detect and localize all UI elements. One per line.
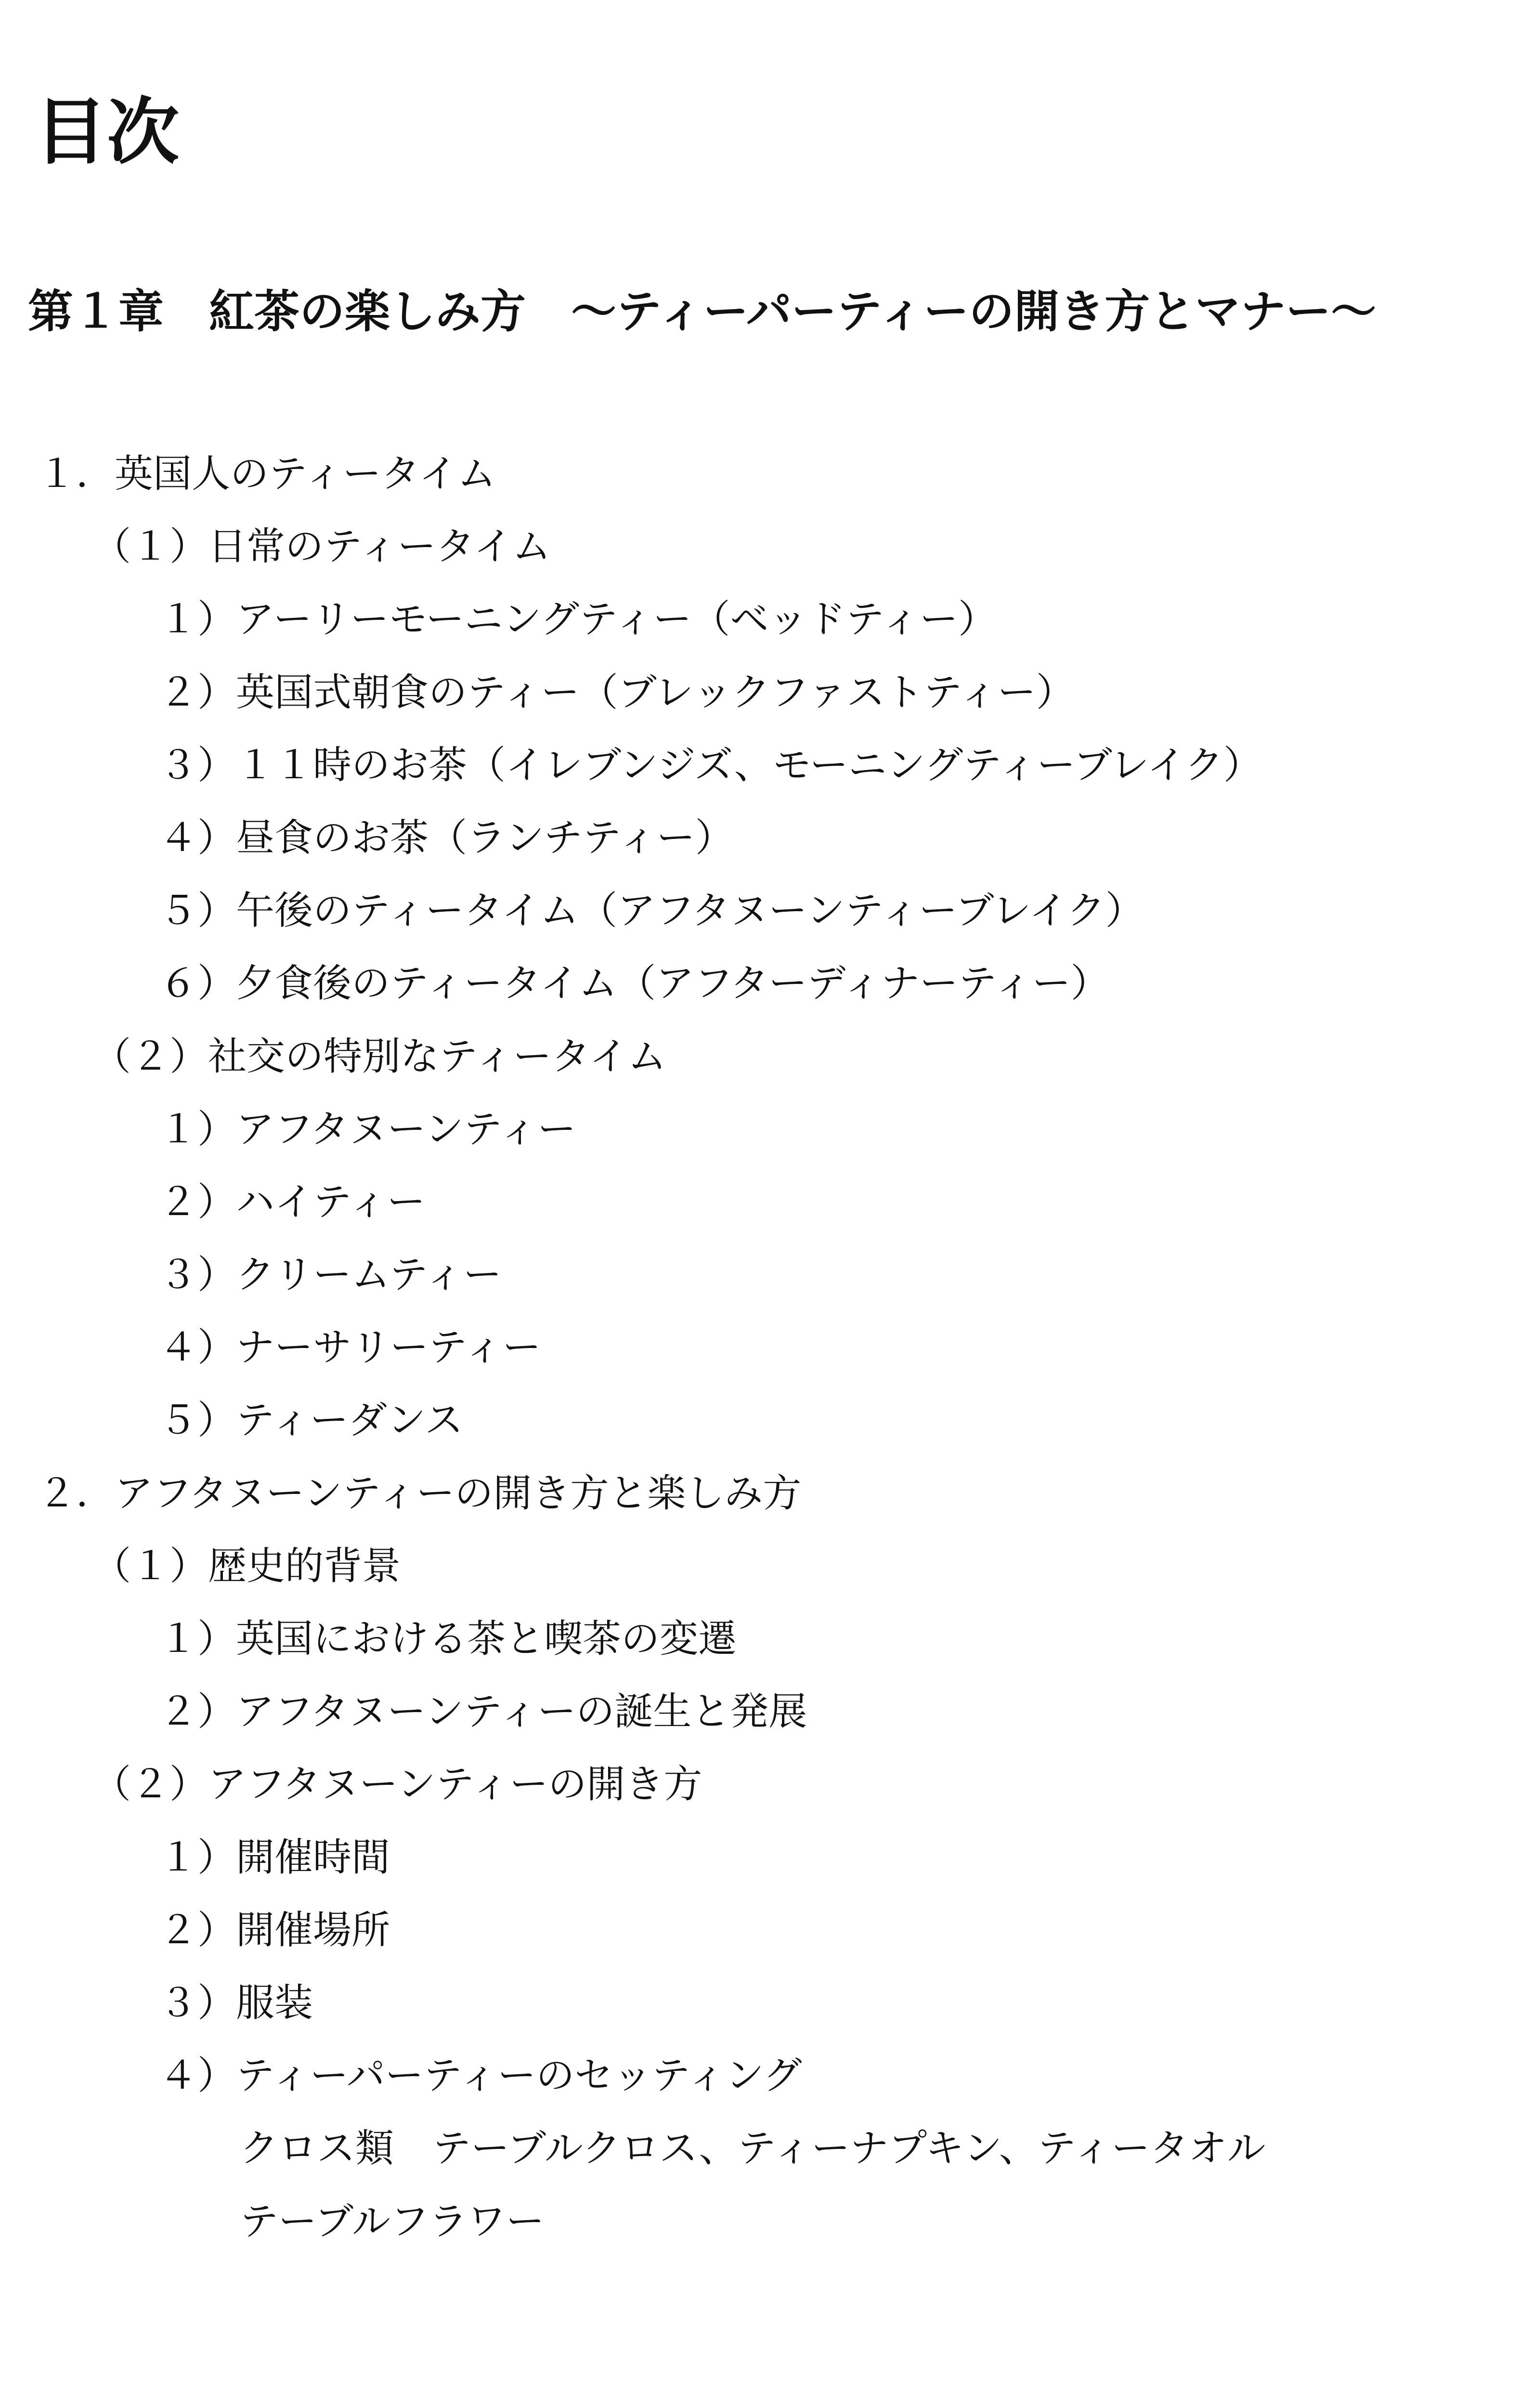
toc-entry: ２）アフタヌーンティーの誕生と発展 [159,1689,807,1734]
toc-entry: １．英国人のティータイム [38,451,496,496]
toc-entry: ２）英国式朝食のティー（ブレックファストティー） [159,669,1075,715]
toc-entry: ５）ティーダンス [159,1398,463,1443]
toc-entry: ６）夕食後のティータイム（アフターディナーティー） [159,961,1109,1006]
toc-entry: １）開催時間 [159,1834,390,1880]
toc-entry: ３）クリームティー [159,1252,502,1297]
chapter-title: 第１章 紅茶の楽しみ方 ～ティーパーティーの開き方とマナー～ [28,286,1377,338]
toc-entry: ３）１１時のお茶（イレブンジズ、モーニングティーブレイク） [159,742,1262,787]
toc-entry: ３）服装 [159,1980,313,2025]
toc-entry: ２）開催場所 [159,1907,390,1952]
toc-entry: ４）ティーパーティーのセッティング [159,2053,802,2098]
toc-entry: ２．アフタヌーンティーの開き方と楽しみ方 [38,1470,802,1516]
toc-entry: （１）歴史的背景 [92,1543,401,1588]
toc-entry: ４）ナーサリーティー [159,1325,541,1370]
toc-entry: ４）昼食のお茶（ランチティー） [159,815,734,860]
toc-entry: クロス類 テーブルクロス、ティーナプキン、ティータオル [240,2126,1266,2171]
toc-list [0,437,1534,2258]
toc-entry: （２）社交の特別なティータイム [92,1034,666,1079]
toc-entry: １）英国における茶と喫茶の変遷 [159,1616,737,1661]
toc-entry: ２）ハイティー [159,1179,426,1224]
toc-entry: １）アーリーモーニングティー（ベッドティー） [159,597,997,642]
toc-entry: テーブルフラワー [240,2199,545,2244]
toc-entry: （２）アフタヌーンティーの開き方 [92,1762,702,1807]
toc-entry: （１）日常のティータイム [92,524,551,569]
toc-heading: 目次 [35,91,180,174]
toc-entry: ５）午後のティータイム（アフタヌーンティーブレイク） [159,888,1144,933]
toc-entry: １）アフタヌーンティー [159,1106,576,1152]
